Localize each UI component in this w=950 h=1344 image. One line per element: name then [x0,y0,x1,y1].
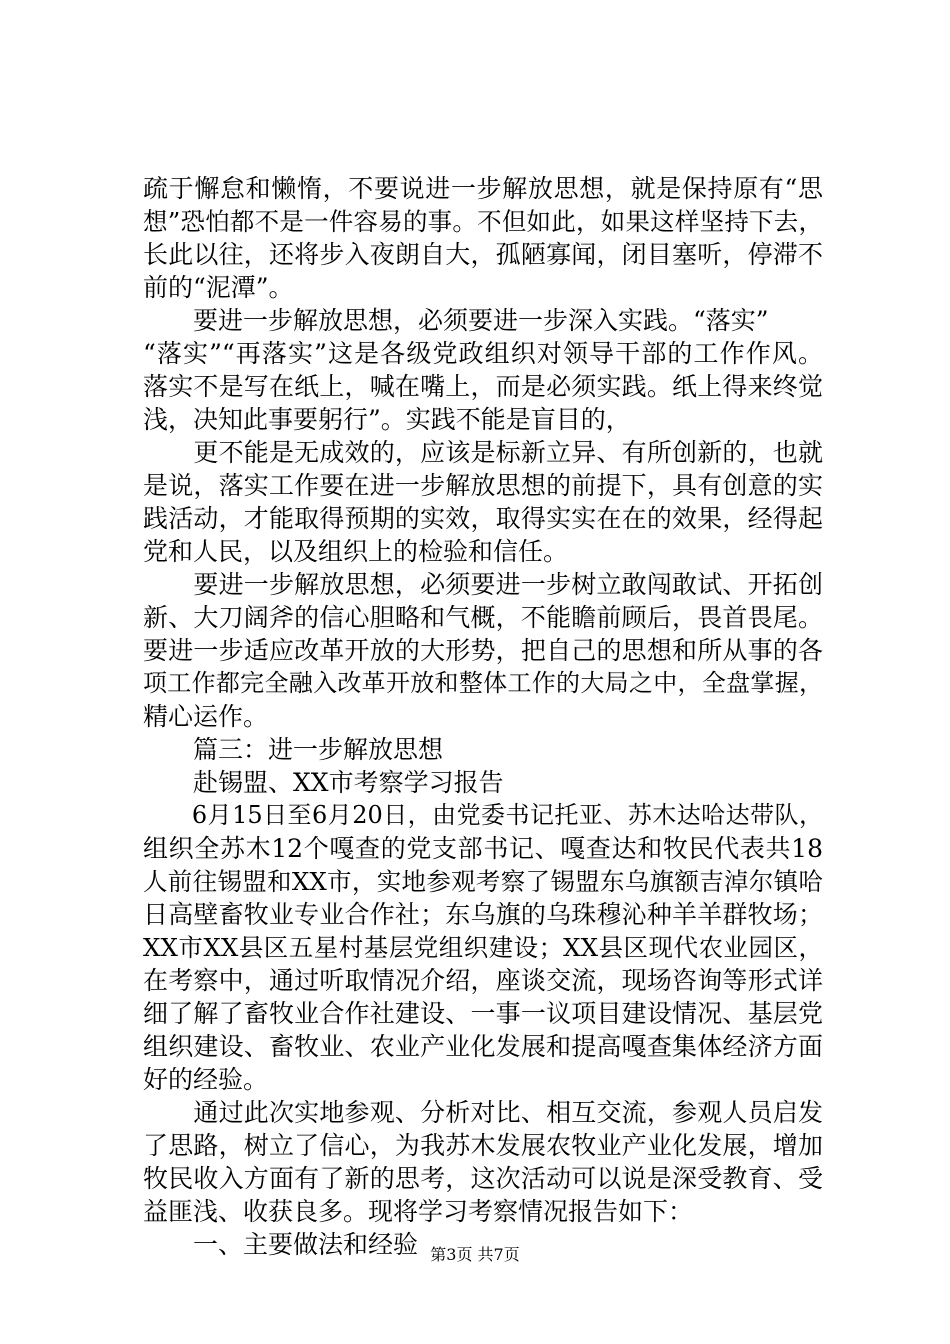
text-line: 想”恐怕都不是一件容易的事。不但如此，如果这样坚持下去， [143,207,823,236]
text-line: 浅，决知此事要躬行”。实践不能是盲目的， [143,405,631,434]
text-line: 细了解了畜牧业合作社建设、一事一议项目建设情况、基层党 [143,999,823,1028]
text-line: 日高壁畜牧业专业合作社；东乌旗的乌珠穆沁种羊羊群牧场； [143,900,823,929]
text-line: 组织建设、畜牧业、农业产业化发展和提高嘎查集体经济方面 [143,1032,823,1061]
text-line: 落实不是写在纸上，喊在嘴上，而是必须实践。纸上得来终觉 [143,372,823,401]
text-line: 好的经验。 [143,1065,269,1094]
text-line: 新、大刀阔斧的信心胆略和气概，不能瞻前顾后，畏首畏尾。 [143,603,823,632]
text-line: 疏于懈怠和懒惰，不要说进一步解放思想，就是保持原有“思 [143,174,823,203]
document-body [143,172,823,1261]
text-line: 项工作都完全融入改革开放和整体工作的大局之中，全盘掌握， [143,669,823,697]
text-line: 组织全苏木12个嘎查的党支部书记、嘎查达和牧民代表共18 [143,834,823,863]
text-line: 更不能是无成效的，应该是标新立异、有所创新的，也就 [143,438,823,467]
text-line: 益匪浅、收获良多。现将学习考察情况报告如下： [143,1197,694,1226]
text-line: 在考察中，通过听取情况介绍，座谈交流，现场咨询等形式详 [143,966,823,995]
text-line: 精心运作。 [143,702,269,731]
text-line: 要进一步适应改革开放的大形势，把自己的思想和所从事的各 [143,636,823,665]
text-line: 一、主要做法和经验 [143,1230,419,1259]
text-line: 要进一步解放思想，必须要进一步深入实践。“落实” [143,306,769,335]
text-line: 赴锡盟、XX市考察学习报告 [143,768,504,797]
text-line: XX市XX县区五星村基层党组织建设；XX县区现代农业园区， [143,933,823,962]
text-line: 人前往锡盟和XX市，实地参观考察了锡盟东乌旗额吉淖尔镇哈 [143,867,823,896]
text-line: 牧民收入方面有了新的思考，这次活动可以说是深受教育、受 [143,1164,823,1193]
text-line: 篇三：进一步解放思想 [143,735,444,764]
text-line: 长此以往，还将步入夜朗自大，孤陋寡闻，闭目塞听，停滞不 [143,240,823,269]
text-line: 通过此次实地参观、分析对比、相互交流，参观人员启发 [143,1098,823,1127]
page-footer: 第3页 共7页 [430,1245,520,1264]
text-line: 践活动，才能取得预期的实效，取得实实在在的效果，经得起 [143,504,823,533]
text-line: 党和人民，以及组织上的检验和信任。 [143,537,569,566]
text-line: “落实”“再落实”这是各级党政组织对领导干部的工作作风。 [143,339,823,368]
text-line: 6月15日至6月20日，由党委书记托亚、苏木达哈达带队， [143,801,823,829]
text-line: 要进一步解放思想，必须要进一步树立敢闯敢试、开拓创 [143,570,823,599]
text-line: 是说，落实工作要在进一步解放思想的前提下，具有创意的实 [143,471,823,500]
text-line: 了思路，树立了信心，为我苏木发展农牧业产业化发展，增加 [143,1131,823,1160]
text-line: 前的“泥潭”。 [143,273,294,302]
